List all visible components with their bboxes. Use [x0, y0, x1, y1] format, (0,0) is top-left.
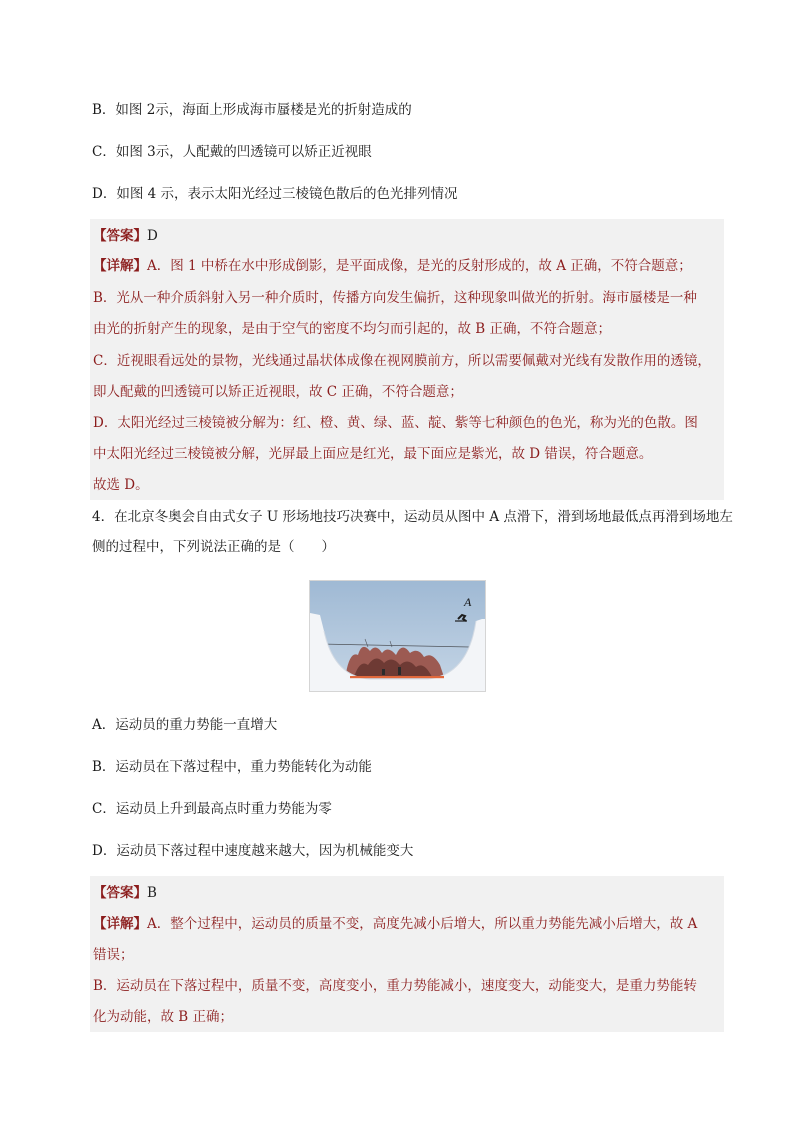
q4-stem-line-1: 4．在北京冬奥会自由式女子 U 形场地技巧决赛中，运动员从图中 A 点滑下，滑到场地最低点再滑到场地左 — [92, 509, 733, 525]
q3-option-c: C．如图 3示，人配戴的凹透镜可以矫正近视眼 — [92, 144, 372, 160]
q4-detail-tag: 【详解】 — [93, 916, 147, 932]
q4-answer-tag: 【答案】 — [93, 885, 147, 901]
q4-option-a: A．运动员的重力势能一直增大 — [92, 717, 278, 733]
q3-answer-tag: 【答案】 — [93, 228, 147, 244]
q4-option-c: C．运动员上升到最高点时重力势能为零 — [92, 801, 332, 817]
q4-answer-line — [93, 884, 157, 902]
q3-detail-line-5: 即人配戴的凹透镜可以矫正近视眼，故 C 正确，不符合题意； — [93, 384, 463, 400]
q4-detail-text-1: A．整个过程中，运动员的质量不变，高度先减小后增大，所以重力势能先减小后增大，故 A — [147, 916, 698, 932]
q4-detail-line-1 — [93, 915, 697, 933]
q3-detail-text-1: A．图 1 中桥在水中形成倒影，是平面成像，是光的反射形成的，故 A 正确，不符合题意； — [147, 258, 692, 274]
point-a-label: A — [464, 595, 472, 609]
q3-detail-line-7: 中太阳光经过三棱镜被分解，光屏最上面应是红光，最下面应是紫光，故 D 错误，符合题意。 — [93, 446, 653, 462]
q4-option-d: D．运动员下落过程中速度越来越大，因为机械能变大 — [92, 843, 414, 859]
q3-answer-value: D — [147, 228, 158, 244]
halfpipe-photo — [309, 580, 486, 692]
q3-detail-line-2: B．光从一种介质斜射入另一种介质时，传播方向发生偏折，这种现象叫做光的折射。海市蜃楼是一种 — [93, 290, 697, 306]
halfpipe-illustration — [310, 581, 485, 691]
q4-stem-line-2: 侧的过程中，下列说法正确的是（ ） — [92, 539, 335, 555]
q3-detail-line-6: D．太阳光经过三棱镜被分解为：红、橙、黄、绿、蓝、靛、紫等七种颜色的色光，称为光的色散。图 — [93, 415, 698, 431]
q4-detail-line-2: 错误； — [93, 947, 134, 963]
q3-detail-line-8: 故选 D。 — [93, 477, 149, 493]
q4-answer-value: B — [147, 885, 157, 901]
q4-option-b: B．运动员在下落过程中，重力势能转化为动能 — [92, 759, 372, 775]
q3-detail-line-4: C．近视眼看远处的景物，光线通过晶状体成像在视网膜前方，所以需要佩戴对光线有发散作用的透镜， — [93, 353, 711, 369]
q4-detail-line-3: B．运动员在下落过程中，质量不变，高度变小，重力势能减小，速度变大，动能变大，是重力势能转 — [93, 978, 697, 994]
q3-detail-tag: 【详解】 — [93, 258, 147, 274]
q3-answer-line — [93, 227, 158, 245]
q4-answer-box — [90, 876, 724, 1032]
q3-option-b: B．如图 2示，海面上形成海市蜃楼是光的折射造成的 — [92, 102, 412, 118]
q3-option-d: D．如图 4 示，表示太阳光经过三棱镜色散后的色光排列情况 — [92, 186, 458, 202]
q3-detail-line-3: 由光的折射产生的现象，是由于空气的密度不均匀而引起的，故 B 正确，不符合题意； — [93, 321, 612, 337]
q3-detail-line-1 — [93, 257, 692, 275]
q3-answer-box — [90, 219, 724, 500]
q4-detail-line-4: 化为动能，故 B 正确； — [93, 1009, 234, 1025]
